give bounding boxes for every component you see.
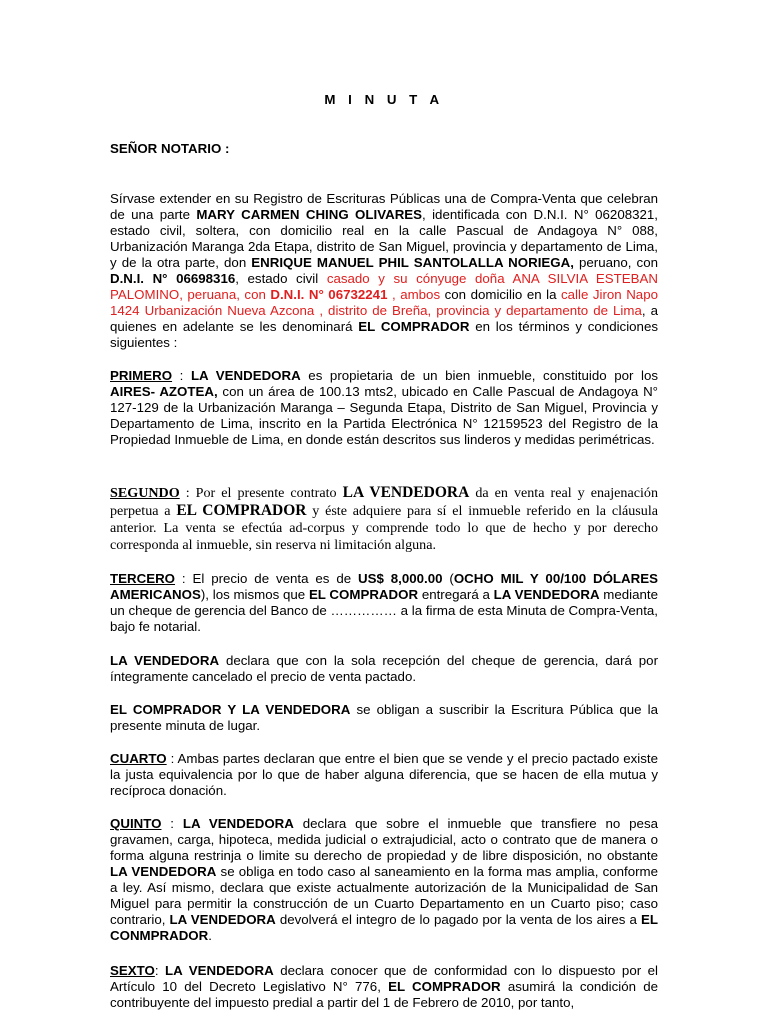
spouse-dni: D.N.I. N° 06732241 [270,287,388,302]
clause-sexto: SEXTO: LA VENDEDORA declara conocer que de conformidad con lo dispuesto por el Artículo 10 del Decreto Legislativo N° 776, EL COMPRADOR asumirá la condición de contribuyente del impuesto predial a partir del 1 de Febrero de 2010, por tanto, [110,963,658,1010]
buyer-name: ENRIQUE MANUEL PHIL SANTOLALLA NORIEGA, [251,255,574,270]
clause-heading: PRIMERO [110,368,173,383]
buyer-label: EL COMPRADOR [358,319,470,334]
intro-paragraph: Sírvase extender en su Registro de Escrituras Públicas una de Compra-Venta que celebran de una parte MARY CARMEN CHING OLIVARES, identificada con D.N.I. N° 06208321, estado civil, soltera, con domicilio real en la calle Pascual de Andagoya N° 088, Urbanización Maranga 2da Etapa, distrito de San Miguel, provincia y departamento de Lima, y de la otra parte, don ENRIQUE MANUEL PHIL SANTOLALLA NORIEGA, peruano, con D.N.I. N° 06698316, estado civil casado y su cónyuge doña ANA SILVIA ESTEBAN PALOMINO, peruana, con D.N.I. N° 06732241 , ambos con domicilio en la calle Jiron Napo 1424 Urbanización Nueva Azcona , distrito de Breña, provincia y departamento de Lima, a quienes en adelante se les denominará EL COMPRADOR en los términos y condiciones siguientes : [110,191,658,350]
clause-quinto: QUINTO : LA VENDEDORA declara que sobre el inmueble que transfiere no pesa gravamen, carga, hipoteca, medida judicial o extrajudicial, acto o contrato que de manera o forma alguna restrinja o limite su derecho de propiedad y de libre disposición, no obstante LA VENDEDORA se obliga en todo caso al saneamiento en la forma mas amplia, conforme a ley. Así mismo, declara que existe actualmente autorización de la Municipalidad de San Miguel para permitir la construcción de un Cuarto Departamento en un Cuarto piso; caso contrario, LA VENDEDORA devolverá el integro de lo pagado por la venta de los aires a EL CONMPRADOR. [110,816,659,943]
clause-tercero: TERCERO : El precio de venta es de US$ 8,000.00 (OCHO MIL Y 00/100 DÓLARES AMERICANOS), los mismos que EL COMPRADOR entregará a LA VENDEDORA mediante un cheque de gerencia del Banco de …………… a la firma de esta Minuta de Compra-Venta, bajo fe notarial. [110,571,659,634]
clause-primero: PRIMERO : LA VENDEDORA es propietaria de un bien inmueble, constituido por los AIRES- AZOTEA, con un área de 100.13 mts2, ubicado en Calle Pascual de Andagoya N° 127-129 de la Urbanización Maranga – Segunda Etapa, Distrito de San Miguel, Provincia y Departamento de Lima, inscrito en la Partida Electrónica N° 12159523 del Registro de la Propiedad Inmueble de Lima, en donde están descritos sus linderos y medidas perimétricas. [110,368,659,447]
spouse-text: casado y su cónyuge doña ANA SILVIA ESTEBAN PALOMINO, peruana, con [110,271,658,302]
paragraph-ambos: EL COMPRADOR Y LA VENDEDORA se obligan a suscribir la Escritura Pública que la presente minuta de lugar. [110,702,658,733]
clause-heading: TERCERO [110,571,176,586]
clause-heading: CUARTO [110,751,167,766]
buyer-address: calle Jiron Napo 1424 Urbanización Nueva Azcona , distrito de Breña, provincia y departamento de Lima [110,287,658,318]
salutation: SEÑOR NOTARIO : [110,141,230,156]
clause-heading: SEGUNDO [110,485,180,501]
clause-heading: QUINTO [110,816,162,831]
paragraph-vendedora: LA VENDEDORA declara que con la sola recepción del cheque de gerencia, dará por íntegramente cancelado el precio de venta pactado. [110,653,658,684]
buyer-dni: D.N.I. N° 06698316 [110,271,236,286]
clause-cuarto: CUARTO : Ambas partes declaran que entre el bien que se vende y el precio pactado existe la justa equivalencia por lo que de haber alguna diferencia, que se hacen de ella mutua y recíproca donación. [110,751,658,798]
property-name: AIRES- AZOTEA, [110,384,218,399]
price: US$ 8,000.00 [358,571,443,586]
document-title: M I N U T A [324,92,444,107]
clause-segundo: SEGUNDO : Por el presente contrato LA VENDEDORA da en venta real y enajenación perpetua a EL COMPRADOR y éste adquiere para sí el inmueble referido en la cláusula anterior. La venta se efectúa ad-corpus y comprende todo lo que de hecho y por derecho corresponda al inmueble, sin reserva ni limitación alguna. [110,484,659,553]
price-words: OCHO MIL Y 00/100 DÓLARES AMERICANOS [110,571,659,602]
seller-name: MARY CARMEN CHING OLIVARES [196,207,423,222]
clause-heading: SEXTO [110,963,155,978]
